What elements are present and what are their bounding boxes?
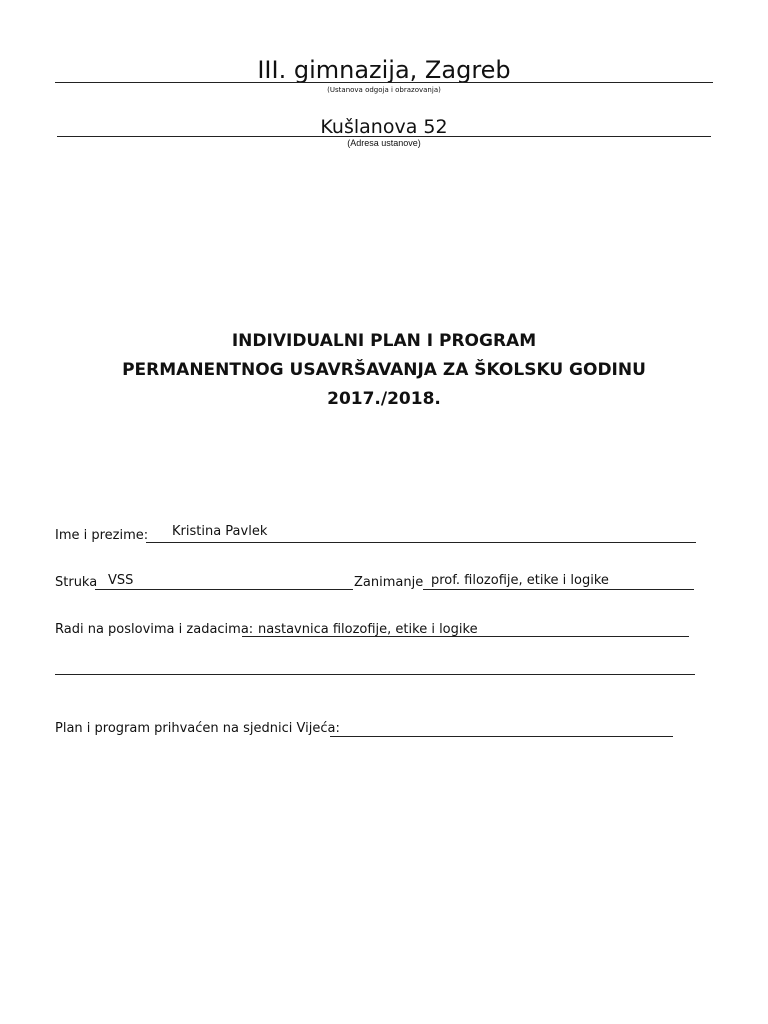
struka-field-line xyxy=(95,589,353,590)
name-field-line xyxy=(146,542,696,543)
name-field[interactable]: Kristina Pavlek xyxy=(172,524,268,539)
radi-label: Radi na poslovima i zadacima: xyxy=(55,622,254,637)
zanimanje-label: Zanimanje xyxy=(354,575,424,590)
address-underline xyxy=(57,136,711,137)
document-title-line-2: PERMANENTNOG USAVRŠAVANJA ZA ŠKOLSKU GODINU xyxy=(122,360,646,380)
struka-field[interactable]: VSS xyxy=(108,573,134,588)
plan-field-line[interactable] xyxy=(330,736,673,737)
institution-caption: (Ustanova odgoja i obrazovanja) xyxy=(327,86,441,94)
document-title-line-3: 2017./2018. xyxy=(327,389,441,409)
document-title-line-1: INDIVIDUALNI PLAN I PROGRAM xyxy=(231,331,537,351)
address-value: Kušlanova 52 xyxy=(320,116,448,138)
institution-name: III. gimnazija, Zagreb xyxy=(257,56,511,84)
radi-continuation-line[interactable] xyxy=(55,674,695,675)
zanimanje-field-line xyxy=(423,589,694,590)
struka-label: Struka xyxy=(55,575,98,590)
institution-underline xyxy=(55,82,713,83)
radi-field[interactable]: nastavnica filozofije, etike i logike xyxy=(258,622,478,637)
address-caption: (Adresa ustanove) xyxy=(347,138,421,148)
name-label: Ime i prezime: xyxy=(55,528,149,543)
zanimanje-field[interactable]: prof. filozofije, etike i logike xyxy=(431,573,609,588)
plan-label: Plan i program prihvaćen na sjednici Vijeća: xyxy=(55,721,340,736)
